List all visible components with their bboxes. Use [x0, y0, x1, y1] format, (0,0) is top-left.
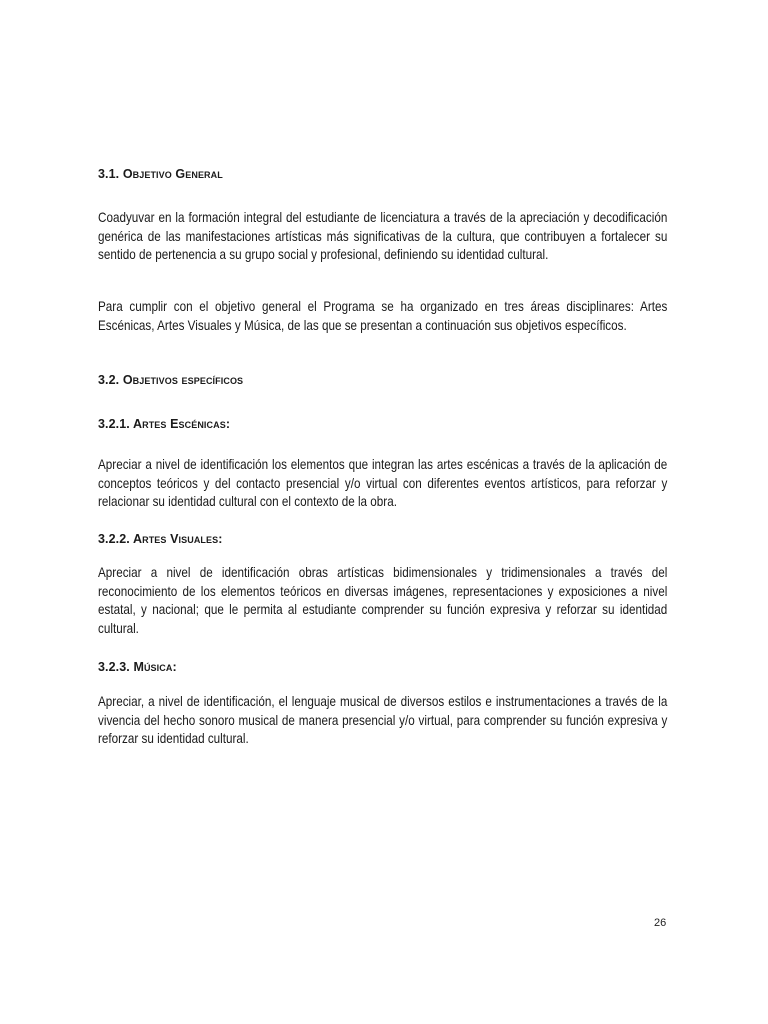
subsection-heading-artes-escenicas: 3.2.1. Artes Escénicas:	[98, 417, 231, 431]
paragraph-artes-visuales: Apreciar a nivel de identificación obras artísticas bidimensionales y tridimensionales a través del reconocimiento de los elementos teóricos en diversas imágenes, representaciones y exposiciones a nivel estatal, y nacional; que le permita al estudiante comprender su función expresiva y reforzar su identidad cultural.	[98, 565, 668, 637]
paragraph-artes-escenicas: Apreciar a nivel de identificación los elementos que integran las artes escénicas a través de la aplicación de conceptos teóricos y del contacto presencial y/o virtual con diferentes eventos artísticos, para reforzar y relacionar su identidad cultural con el contexto de la obra.	[98, 457, 668, 510]
paragraph-organizacion-programa: Para cumplir con el objetivo general el Programa se ha organizado en tres áreas disciplinares: Artes Escénicas, Artes Visuales y Música, de las que se presentan a continuación sus objetivos específicos.	[98, 299, 668, 333]
subsection-heading-musica: 3.2.3. Música:	[98, 660, 177, 674]
paragraph-musica: Apreciar, a nivel de identificación, el lenguaje musical de diversos estilos e instrumentaciones a través de la vivencia del hecho sonoro musical de manera presencial y/o virtual, para comprender su función expresiva y reforzar su identidad cultural.	[98, 694, 668, 747]
subsection-heading-artes-visuales: 3.2.2. Artes Visuales:	[98, 532, 223, 546]
page-number: 26	[654, 917, 667, 929]
paragraph-objetivo-general: Coadyuvar en la formación integral del estudiante de licenciatura a través de la apreciación y decodificación genérica de las manifestaciones artísticas más significativas de la cultura, que contribuyen a fortalecer su sentido de pertenencia a su grupo social y profesional, definiendo su identidad cultural.	[98, 210, 668, 263]
section-heading-objetivo-general: 3.1. Objetivo General	[98, 167, 223, 181]
section-heading-objetivos-especificos: 3.2. Objetivos específicos	[98, 373, 244, 387]
